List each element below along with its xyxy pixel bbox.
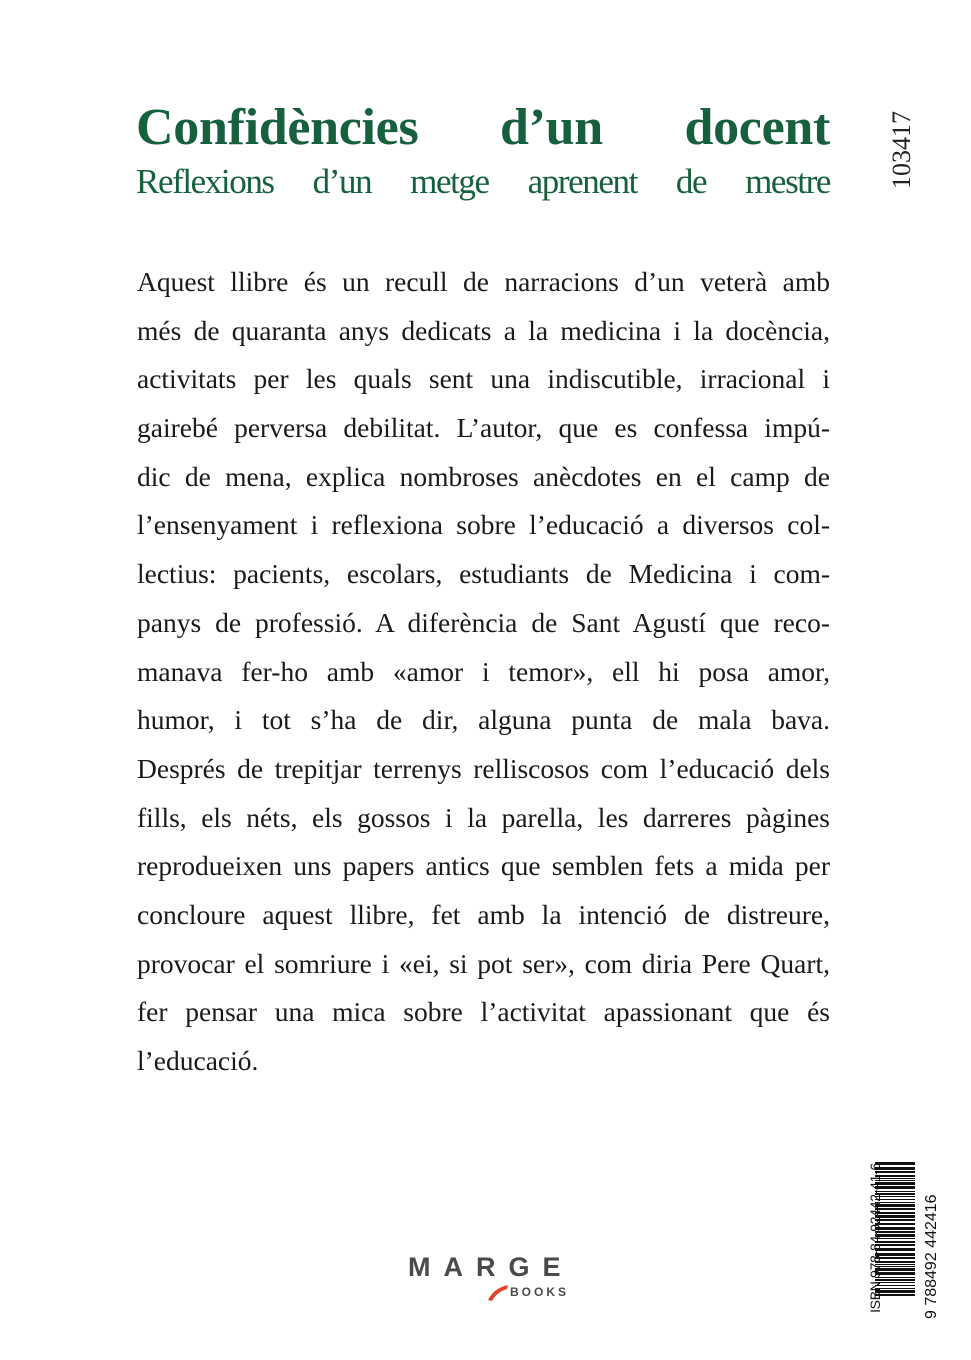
publisher-name: MARGE <box>408 1252 574 1282</box>
publisher-sub: BOOKS <box>510 1285 570 1299</box>
blurb-line: reprodueixen uns papers antics que semblen fets a mida per <box>137 850 830 882</box>
blurb-line: Després de trepitjar terrenys relliscosos com l’educació dels <box>137 752 830 784</box>
blurb-line: humor, i tot s’ha de dir, alguna punta de mala bava. <box>137 704 830 736</box>
book-title: Confidències d’un docent <box>136 99 830 156</box>
blurb-line: l’ensenyament i reflexiona sobre l’educació a diversos col- <box>137 509 830 541</box>
blurb-line: provocar el somriure i «ei, si pot ser», com diria Pere Quart, <box>137 947 830 979</box>
blurb <box>137 262 830 1090</box>
publisher-logo <box>408 1252 578 1302</box>
blurb-line: manava fer-ho amb «amor i temor», ell hi posa amor, <box>137 655 830 687</box>
blurb-line: fills, els néts, els gossos i la parella, les darreres pàgines <box>137 801 830 833</box>
blurb-line: Aquest llibre és un recull de narracions d’un veterà amb <box>137 266 830 297</box>
blurb-line: l’educació. <box>137 1045 259 1076</box>
catalog-code: 103417 <box>887 111 916 189</box>
blurb-line: lectius: pacients, escolars, estudiants de Medicina i com- <box>137 558 830 590</box>
blurb-line: més de quaranta anys dedicats a la medicina i la docència, <box>137 314 830 346</box>
barcode-digits: 9 788492 442416 <box>923 1194 940 1319</box>
book-subtitle: Reflexions d’un metge aprenent de mestre <box>136 162 830 201</box>
blurb-line: gairebé perversa debilitat. L’autor, que es confessa impú- <box>137 412 830 444</box>
blurb-line: fer pensar una mica sobre l’activitat apassionant que és <box>137 996 830 1028</box>
blurb-line: activitats per les quals sent una indiscutible, irracional i <box>137 363 830 395</box>
blurb-line: concloure aquest llibre, fet amb la intenció de distreure, <box>137 898 830 930</box>
blurb-line: panys de professió. A diferència de Sant Agustí que reco- <box>137 606 830 638</box>
isbn-text: ISBN 978-84-92442-41-6 <box>867 1163 883 1313</box>
blurb-line: dic de mena, explica nombroses anècdotes en el camp de <box>137 460 830 492</box>
